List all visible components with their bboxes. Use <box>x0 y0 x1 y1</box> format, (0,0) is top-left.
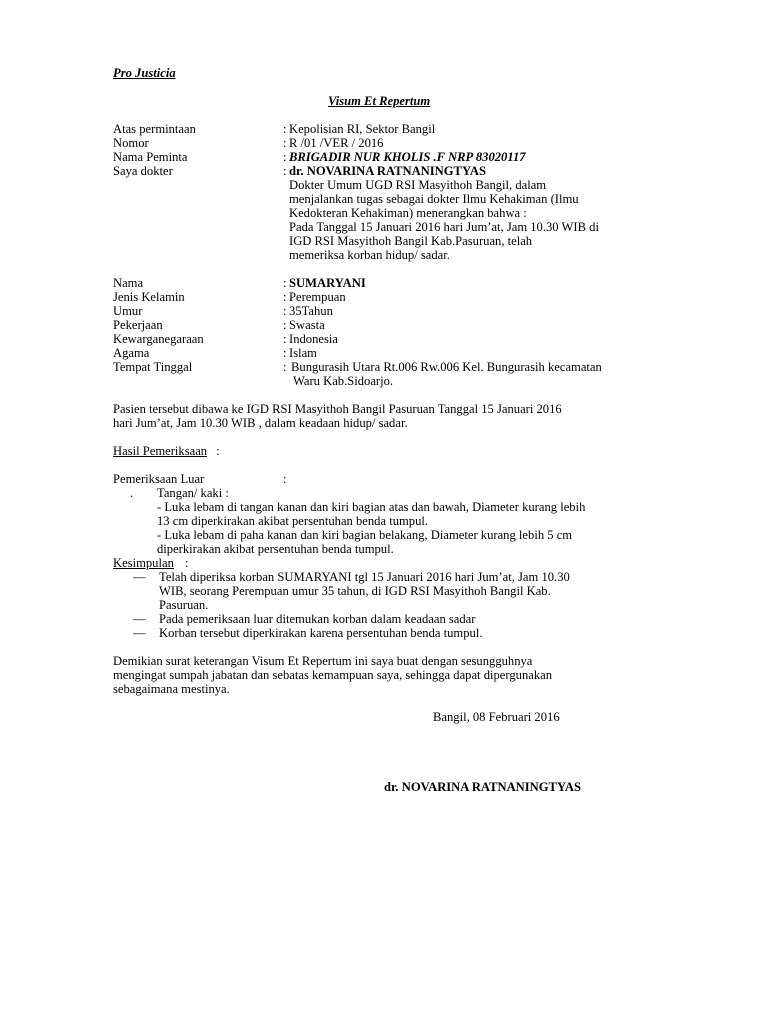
request-row <box>113 136 678 150</box>
patient-value: Islam <box>289 346 317 360</box>
colon: : <box>283 290 287 304</box>
conclusion-line: Pada pemeriksaan luar ditemukan korban dalam keadaan sadar <box>159 612 476 626</box>
patient-label: Tempat Tinggal <box>113 360 193 374</box>
request-label: Atas permintaan <box>113 122 196 136</box>
colon: : <box>283 472 287 486</box>
request-row <box>113 122 678 136</box>
place-date: Bangil, 08 Februari 2016 <box>433 710 560 724</box>
finding-line: diperkirakan akibat persentuhan benda tumpul. <box>157 542 394 556</box>
requester-name: BRIGADIR NUR KHOLIS .F NRP 83020117 <box>289 150 526 164</box>
patient-row <box>113 304 678 318</box>
patient-label: Agama <box>113 346 150 360</box>
colon: : <box>283 276 287 290</box>
colon: : <box>283 136 287 150</box>
patient-label: Kewarganegaraan <box>113 332 204 346</box>
doctor-name: dr. NOVARINA RATNANINGTYAS <box>289 164 486 178</box>
bullet-dot: . <box>130 486 134 500</box>
pro-justicia-label: Pro Justicia <box>113 66 176 80</box>
closing-line: Demikian surat keterangan Visum Et Repertum ini saya buat dengan sesungguhnya <box>113 654 533 668</box>
colon: : <box>283 164 287 178</box>
colon: : <box>283 122 287 136</box>
patient-label: Jenis Kelamin <box>113 290 185 304</box>
dash-bullet: — <box>133 626 146 640</box>
patient-row <box>113 346 678 360</box>
patient-row <box>113 290 678 304</box>
statement-line: menjalankan tugas sebagai dokter Ilmu Kehakiman (Ilmu <box>289 192 579 206</box>
closing-line: mengingat sumpah jabatan dan sebatas kemampuan saya, sehingga dapat dipergunakan <box>113 668 553 682</box>
patient-label: Umur <box>113 304 143 318</box>
patient-value: 35Tahun <box>289 304 333 318</box>
external-exam-label: Pemeriksaan Luar <box>113 472 205 486</box>
patient-label: Pekerjaan <box>113 318 163 332</box>
patient-label: Nama <box>113 276 144 290</box>
patient-value: Perempuan <box>289 290 346 304</box>
statement-line: Dokter Umum UGD RSI Masyithoh Bangil, dalam <box>289 178 547 192</box>
patient-row <box>113 318 678 332</box>
conclusion-heading-row <box>113 556 189 570</box>
request-row <box>113 164 678 178</box>
patient-address: Bungurasih Utara Rt.006 Rw.006 Kel. Bungurasih kecamatan <box>291 360 602 374</box>
colon: : <box>283 150 287 164</box>
patient-row <box>113 332 678 346</box>
results-heading: Hasil Pemeriksaan <box>113 444 208 458</box>
patient-value: Swasta <box>289 318 325 332</box>
intro-line: Pasien tersebut dibawa ke IGD RSI Masyithoh Bangil Pasuruan Tanggal 15 Januari 2016 <box>113 402 562 416</box>
patient-value: Indonesia <box>289 332 338 346</box>
dash-bullet: — <box>133 570 146 584</box>
dash-bullet: — <box>133 612 146 626</box>
intro-line: hari Jum’at, Jam 10.30 WIB , dalam keadaan hidup/ sadar. <box>113 416 408 430</box>
request-value: Kepolisian RI, Sektor Bangil <box>289 122 436 136</box>
request-label: Nomor <box>113 136 149 150</box>
request-value: R /01 /VER / 2016 <box>289 136 384 150</box>
results-heading-row <box>113 444 220 458</box>
statement-line: Kedokteran Kehakiman) menerangkan bahwa : <box>289 206 527 220</box>
sub-heading-hands-feet: Tangan/ kaki : <box>157 486 229 500</box>
signatory-name: dr. NOVARINA RATNANINGTYAS <box>384 780 581 794</box>
finding-line: - Luka lebam di tangan kanan dan kiri bagian atas dan bawah, Diameter kurang lebih <box>157 500 586 514</box>
document-title: Visum Et Repertum <box>328 94 431 108</box>
conclusion-line: Korban tersebut diperkirakan karena persentuhan benda tumpul. <box>159 626 483 640</box>
closing-line: sebagaimana mestinya. <box>113 682 230 696</box>
colon: : <box>283 304 287 318</box>
conclusion-line: WIB, seorang Perempuan umur 35 tahun, di IGD RSI Masyithoh Bangil Kab. <box>159 584 551 598</box>
colon: : <box>216 444 220 458</box>
finding-line: - Luka lebam di paha kanan dan kiri bagian belakang, Diameter kurang lebih 5 cm <box>157 528 573 542</box>
request-label: Nama Peminta <box>113 150 188 164</box>
colon: : <box>283 332 287 346</box>
colon: : <box>185 556 189 570</box>
conclusion-heading: Kesimpulan <box>113 556 174 570</box>
conclusion-line: Telah diperiksa korban SUMARYANI tgl 15 Januari 2016 hari Jum’at, Jam 10.30 <box>159 570 570 584</box>
statement-line: IGD RSI Masyithoh Bangil Kab.Pasuruan, telah <box>289 234 533 248</box>
statement-line: memeriksa korban hidup/ sadar. <box>289 248 450 262</box>
patient-address-cont: Waru Kab.Sidoarjo. <box>293 374 394 388</box>
patient-row <box>113 276 678 290</box>
colon: : <box>283 360 287 374</box>
patient-row <box>113 360 678 374</box>
request-row <box>113 150 678 164</box>
conclusion-line: Pasuruan. <box>159 598 209 612</box>
colon: : <box>283 318 287 332</box>
colon: : <box>283 346 287 360</box>
statement-line: Pada Tanggal 15 Januari 2016 hari Jum’at, Jam 10.30 WIB di <box>289 220 599 234</box>
request-label: Saya dokter <box>113 164 173 178</box>
patient-name: SUMARYANI <box>289 276 366 290</box>
finding-line: 13 cm diperkirakan akibat persentuhan benda tumpul. <box>157 514 429 528</box>
